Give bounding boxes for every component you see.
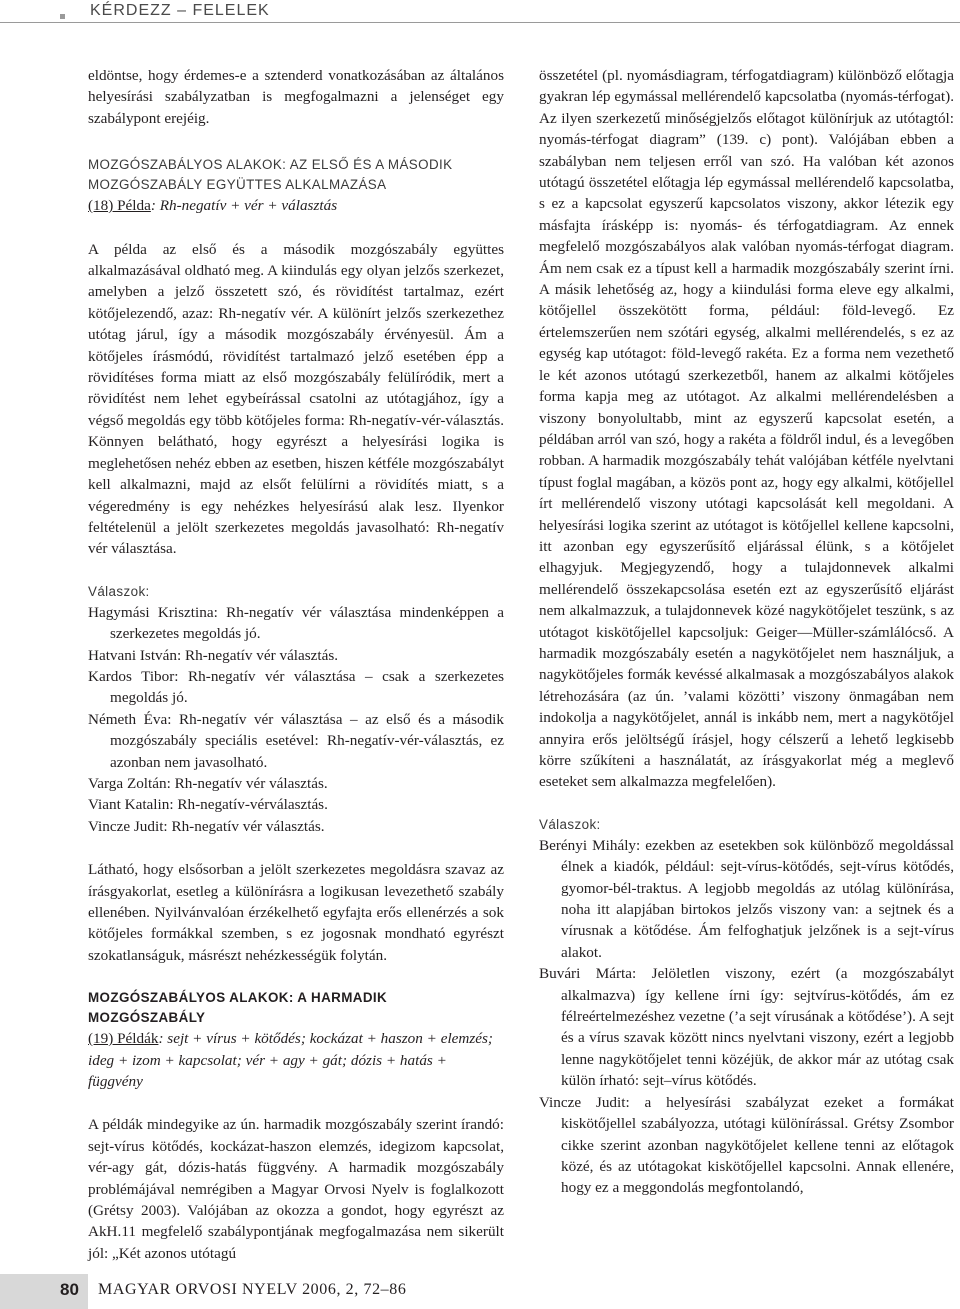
example-18-text: : Rh-negatív + vér + választás	[150, 197, 338, 215]
explanation-paragraph-3: A példák mindegyike az ún. harmadik mozgószabály szerint írandó: sejt-vírus kötődés, kockázat-haszon elemzés, idegizom kapcsolat, vér-agy gát, dózis-hatás függvény. A harmadik mozgószabály problémájával nemrégiben a Magyar Orvosi Nyelv is foglalkozott (Grétsy 2003). Valójában az okozza a gondot, hogy egyrészt az AkH.11 megfelelő szabálypontjának megfogalmazása nem sikerült jól: „Két azonos utótagú	[88, 1116, 504, 1262]
answer-item: Vincze Judit: Rh-negatív vér választás.	[88, 817, 325, 835]
continuation-paragraph: összetétel (pl. nyomásdiagram, térfogatdiagram) különböző előtagja gyakran lép egymással mellérendelő kapcsolatba (nyomás-térfogat). Az ilyen szerkezetű minőségjelzős előtagot különírjuk az utótagtól: nyomás-térfogat diagram” (139. c) pont). Valójában ebben a szabályban nem teljesen erről van szó. Ha valóban két azonos utótagú összetétel előtagja lép egymással mellérendelő kapcsolatba, s ez a kapcsolat egyszerű kapcsolatos viszony, akkor létezik egy másfajta írásképp is: nyomás- és térfogatdiagram. Az ennek megfelelő mozgószabályos alak valóban nyomás-térfogat diagram. Ám nem csak ez a típust kell a harmadik mozgószabály szerint írni. A másik lehetőség az, hogy a kiindulási forma eleve egy alkalmi, kötőjellel összekötött forma, például: föld-levegő. Ez értelemszerűen nem szótári egység, alkalmi mellérendelés, s ez az egység kap utótagot: föld-levegő rakéta. Ez a forma nem vezethető le két azonos utótagú szerkezetből, hanem az alkalmi kötőjeles forma kapja meg az utótagot. Az alkalmi mellérendelésben a viszony bonyolultabb, mint az egyszerű kapcsolat esetén, a példában arról van szó, hogy a rakéta a földről indul, és a levegőben robban. A harmadik mozgószabály tehát valójában kétféle nyelvtani típust foglal magában, a közös pont az, hogy egy alkalmi, kötőjellel írt mellérendelő viszony utótagi kapcsolását kell megoldani. A helyesírási logika szerint az utótagot is kötőjellel kellene kapcsolni, itt azonban egy egyszerűsítő eljárással élünk, s a kötőjelet elhagyjuk. Megjegyzendő, hogy a tulajdonnevek alkalmi mellérendelő összekapcsolása esetén ezt az egyszerűsítő eljárást nem alkalmazzuk, a tulajdonnevek közé nagykötőjelet teszünk, s az utótagot kiskötőjellel kapcsoljuk: Geiger—Müller-számlálócső. A harmadik mozgószabály esetén a nagykötőjelet nem használjuk, a nagykötőjeles formák kevéssé alkalmasak a mozgószabályos alakok létrehozására (az ún. ’valami közötti’ viszony önmagában nem indokolja a nagykötőjelet, annál is inkább nem, mert a nagykötőjel annyira erős jelöltségű írásjel, hogy célszerű a lehető legkisebb körre szűkíteni a használatát, az írásgyakorlat még a meglevő eseteket sem alkalmazza megfelelően).	[539, 67, 954, 791]
summary-paragraph: Látható, hogy elsősorban a jelölt szerkezetes megoldásra szavaz az írásgyakorlat, esetleg a különírásra a logikusan levezethető szabály ellenében. Nyilvánvalóan érzékelhető egyfajta erős ellenérzés a sok kötőjeles formákkal szemben, s ez jogosnak mondható egyrészt szokatlanságuk, másrészt nehézkességük folytán.	[88, 861, 504, 964]
footer	[0, 1274, 960, 1309]
intro-paragraph: eldöntse, hogy érdemes-e a sztenderd vonatkozásában az általános helyesírási szabályzatban is megfogalmazni a jelenséget egy szabálypont erejéig.	[88, 67, 504, 127]
answers-label-2: Válaszok:	[539, 816, 601, 832]
answer-item: Berényi Mihály: ezekben az esetekben sok különböző megoldással élnek a kiadók, például: sejt-vírus-kötődés, sejt-vírus kötődés, gyomor-bél-traktus. A legjobb megoldás az utólag különírása, noha itt alapjában birtokos jelzős viszony van: a sejtnek és a vírusnak a kötődése. Ám felfoghatjuk jelzőnek is a sejt-vírus alakot.	[539, 836, 954, 961]
header-square-marker	[60, 14, 65, 19]
section-heading-third-rule: MOZGÓSZABÁLYOS ALAKOK: A HARMADIK MOZGÓSZABÁLY	[88, 990, 388, 1026]
answer-item: Buvári Márta: Jelöletlen viszony, ezért (a mozgószabályt alkalmazva) így kellene írni így: sejtvírus-kötődés, ám ez félreértelmezéshez vezetne (’a sejt vírusának a kötődése’). A sejt és a vírus szavak között nincs nyelvtani viszony, ezért a legjobb lenne nagykötőjelet tenni közéjük, de akkor már az utótag csak külön írható: sejt–vírus kötődés.	[539, 965, 954, 1090]
example-18	[88, 195, 504, 216]
answer-item: Viant Katalin: Rh-negatív-vérválasztás.	[88, 796, 328, 814]
answer-item: Hagymási Krisztina: Rh-negatív vér választása mindenképpen a szerkezetes megoldás jó.	[88, 603, 504, 643]
example-19-text: : sejt + vírus + kötődés; kockázat + haszon + elemzés; ideg + izom + kapcsolat; vér + agy + gát; dózis + hatás + függvény	[88, 1030, 493, 1091]
journal-citation: MAGYAR ORVOSI NYELV 2006, 2, 72–86	[98, 1281, 407, 1298]
page-number: 80	[60, 1280, 79, 1299]
page-number-box	[0, 1274, 88, 1309]
answer-item: Varga Zoltán: Rh-negatív vér választás.	[88, 774, 328, 792]
example-19-number: (19) Példák	[88, 1030, 159, 1048]
header-bar	[0, 0, 960, 23]
answer-item: Vincze Judit: a helyesírási szabályzat ezeket a formákat kiskötőjellel szabályozza, utótagi különírással. Grétsy Zsombor cikke szerint azonban nagykötőjelet kellene tenni az előtagok közé, és az utótagokat kiskötőjellel kapcsolni. Annak ellenére, hogy ez a meggondolás megfontolandó,	[539, 1093, 954, 1197]
answer-item: Hatvani István: Rh-negatív vér választás.	[88, 646, 339, 664]
left-column	[88, 65, 504, 1264]
running-header-title: KÉRDEZZ – FELELEK	[90, 2, 270, 19]
answer-item: Kardos Tibor: Rh-negatív vér választása – csak a szerkezetes megoldás jó.	[88, 667, 504, 707]
example-19	[88, 1028, 504, 1092]
section-heading-first-second-rule: MOZGÓSZABÁLYOS ALAKOK: AZ ELSŐ ÉS A MÁSODIK MOZGÓSZABÁLY EGYÜTTES ALKALMAZÁSA	[88, 157, 453, 193]
example-18-number: (18) Példa	[88, 197, 151, 215]
right-column	[539, 65, 954, 1199]
answer-item: Németh Éva: Rh-negatív vér választása – az első és a második mozgószabály speciális esetével: Rh-negatív-vér-választás, ez azonban nem javasolható.	[88, 710, 504, 771]
answers-label-1: Válaszok:	[88, 583, 150, 599]
explanation-paragraph-1: A példa az első és a második mozgószabály együttes alkalmazásával oldható meg. A kiindulás egy olyan jelzős szerkezet, amelyben a jelző összetett szó, és rövidítést tartalmaz, ezért kötőjelezendő, azaz: Rh-negatív vér. A különírt jelzős szerkezethez utótag járul, így a második mozgószabály érvényesül. Ám a kötőjeles írásmódú, rövidítést tartalmazó jelző esetében épp a rövidítéses forma miatt az első mozgószabály felülíródik, mert a rövidítést nem lehet egybeírással csatolni az utótagjához, így a végső megoldás egy több kötőjeles forma: Rh-negatív-vér-választás. Könnyen belátható, hogy egyrészt a helyesírási logika is meglehetősen nehéz ebben az esetben, hiszen kétféle mozgószabályt kell alkalmazni, majd az elsőt felülírni a rövidítés miatt, s a végeredmény is egy nehézkes helyesírású alak lesz. Ilyenkor feltételenül a jelölt szerkezetes megoldás javasolható: Rh-negatív vér választása.	[88, 240, 504, 558]
